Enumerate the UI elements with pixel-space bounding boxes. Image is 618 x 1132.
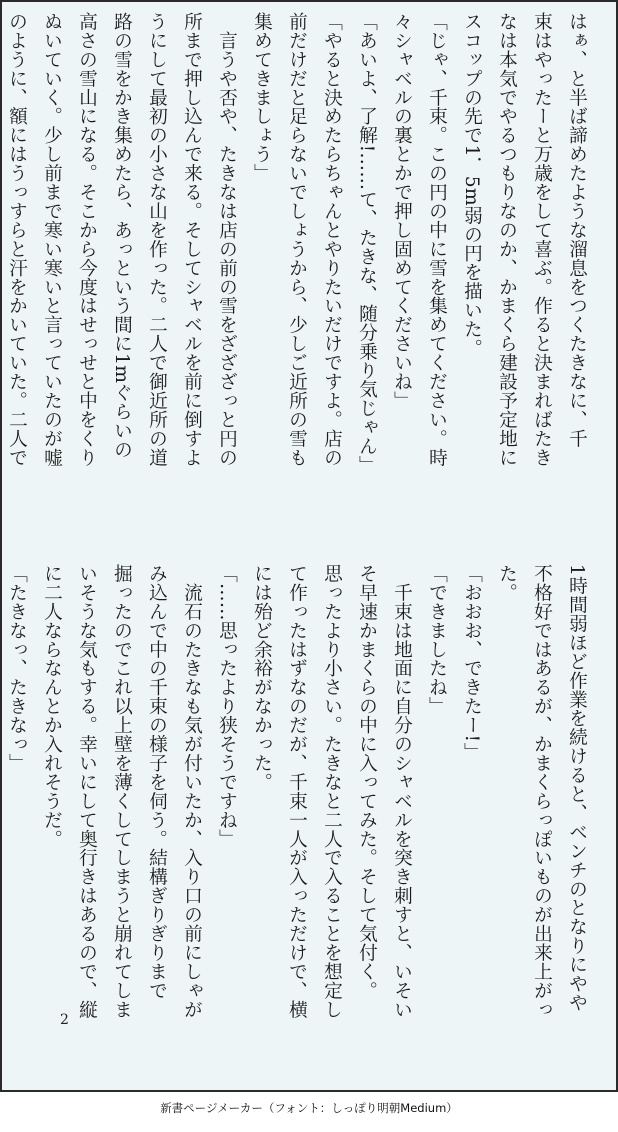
text-column: 掘ったのでこれ以上壁を薄くしてしまうと崩れてしま [111,564,132,1019]
text-column: 所まで押し込んで来る。そしてシャベルを前に倒すよ [181,12,202,467]
text-column: 「……思ったより狭そうですね」 [216,564,237,849]
text-column: に二人ならなんとか入れそうだ。 [41,564,62,849]
text-block-bottom [0,564,594,1084]
text-column: 「あいよ、了解!……て、たきな、随分乗り気じゃん」 [356,12,377,475]
text-block-top [0,12,594,542]
text-column: 「やると決めたらちゃんとやりたいだけですよ。店の [321,12,342,467]
text-column: 「できましたね」 [426,564,447,716]
text-column: 「たきなっ、たきなっ」 [6,564,27,773]
text-column: そ早速かまくらの中に入ってみた。そして気付く。 [356,564,377,1000]
text-column: はぁ、と半ば諦めたような溜息をつくたきなに、千 [566,12,587,448]
page-number: 2 [60,1012,69,1028]
text-column: 不格好ではあるが、かまくらっぽいものが出来上がっ [531,564,552,1019]
text-column: スコップの先で1．5m弱の円を描いた。 [461,12,482,358]
text-column: には殆ど余裕がなかった。 [251,564,272,792]
text-column: 「おおお、できたー!」 [461,564,482,762]
text-column: た。 [496,564,517,602]
text-column: 集めてきましょう」 [251,12,272,183]
text-column: 「じゃ、千束。この円の中に雪を集めてください。時 [426,12,447,467]
text-column: 1時間弱ほど作業を続けると、ベンチのとなりにやや [566,564,587,1012]
text-column: 々シャベルの裏とかで押し固めてくださいね」 [391,12,412,410]
text-column: のように、額にはうっすらと汗をかいていた。二人で [6,12,27,467]
text-column: て作ったはずなのだが、千束一人が入っただけで、横 [286,564,307,1019]
text-column: 高さの雪山になる。そこから今度はせっせと中をくり [76,12,97,467]
text-column: 束はやったーと万歳をして喜ぶ。作ると決まればたき [531,12,552,467]
text-column: 言うや否や、たきなは店の前の雪をざざざっと円の [216,12,237,467]
text-column: なは本気でやるつもりなのか、かまくら建設予定地に [496,12,517,467]
text-column: 路の雪をかき集めたら、あっという間に1mぐらいの [111,12,132,460]
text-column: うにして最初の小さな山を作った。二人で御近所の道 [146,12,167,467]
text-column: み込んで中の千束の様子を伺う。結構ぎりぎりまで [146,564,167,1000]
text-column: 千束は地面に自分のシャベルを突き刺すと、いそい [391,564,412,1019]
text-column: 思ったより小さい。たきなと二人で入ることを想定し [321,564,342,1019]
footer-caption: 新書ページメーカー（フォント：しっぽり明朝Medium） [160,1101,458,1115]
text-column: いそうな気もする。幸いにして奥行きはあるので、縦 [76,564,97,1019]
text-column: 前だけだと足らないでしょうから、少しご近所の雪も [286,12,307,467]
text-column: 流石のたきなも気が付いたか、入り口の前にしゃが [181,564,202,1019]
text-column: ぬいていく。少し前まで寒い寒いと言っていたのが嘘 [41,12,62,467]
